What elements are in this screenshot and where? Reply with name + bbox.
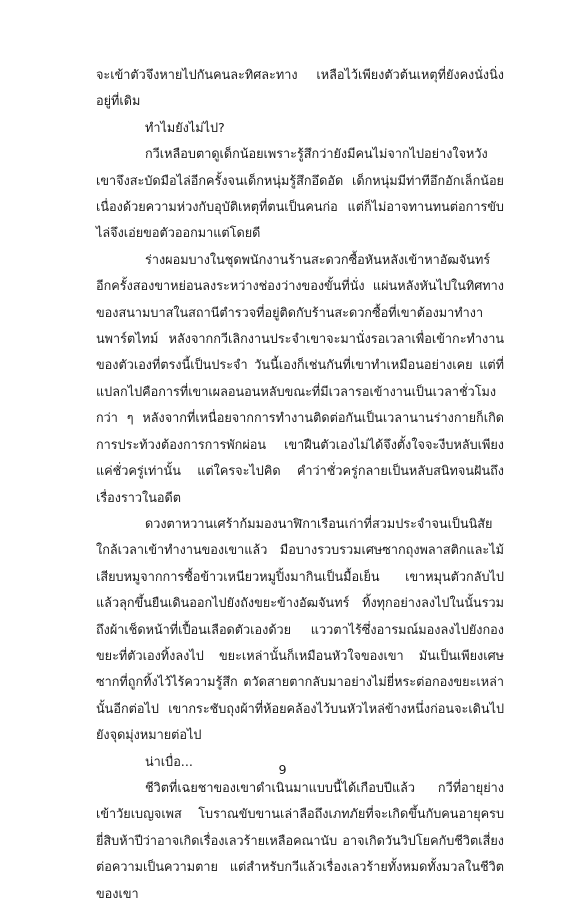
paragraph: น่าเบื่อ... <box>145 753 193 769</box>
paragraph: กวีเหลือบตาดูเด็กน้อยเพราะรู้สึกว่ายังมีคนไม่จากไปอย่างใจหวัง เขาจึงสะบัดมือไล่อีกครั้งจนเด็กหนุ่มรู้สึกอึดอัด เด็กหนุ่มมีท่าทีอึกอักเล็กน้อยเนื่องด้วยความห่วงกับอุบัติเหตุที่ตนเป็นคนก่อ แต่ก็ไม่อาจทานทนต่อการขับไล่จึงเอ่ยขอตัวออกมาแต่โดยดี <box>96 146 504 241</box>
page-body <box>96 62 504 907</box>
paragraph: ดวงตาหวานเศร้าก้มมองนาฬิกาเรือนเก่าที่สวมประจำจนเป็นนิสัย ใกล้เวลาเข้าทำงานของเขาแล้ว มือบางรวบรวมเศษซากถุงพลาสติกและไม้เสียบหมูจากการซื้อข้าวเหนียวหมูปิ้งมากินเป็นมื้อเย็น เขาหมุนตัวกลับไปแล้วลุกขึ้นยืนเดินออกไปยังถังขยะข้างอัฒจันทร์ ทิ้งทุกอย่างลงไปในนั้นรวมถึงผ้าเช็ดหน้าที่เปื้อนเลือดตัวเองด้วย แววตาไร้ซึ่งอารมณ์มองลงไปยังกองขยะที่ตัวเองทิ้งลงไป ขยะเหล่านั้นก็เหมือนหัวใจของเขา มันเป็นเพียงเศษซากที่ถูกทิ้งไว้ไร้ความรู้สึก ตวัดสายตากลับมาอย่างไม่ยี่หระต่อกองขยะเหล่านั้นอีกต่อไป เขากระชับถุงผ้าที่ห้อยคล้องไว้บนหัวไหล่ข้างหนึ่งก่อนจะเดินไปยังจุดมุ่งหมายต่อไป <box>96 515 504 743</box>
paragraph: ทำไมยังไม่ไป? <box>145 119 225 135</box>
paragraph: จะเข้าตัวจึงหายไปกันคนละทิศละทาง เหลือไว้เพียงตัวต้นเหตุที่ยังคงนั่งนิ่งอยู่ที่เดิม <box>96 67 504 109</box>
page-number: 9 <box>278 762 287 777</box>
paragraph: ชีวิตที่เฉยชาของเขาดำเนินมาแบบนี้ได้เกือบปีแล้ว กวีที่อายุย่างเข้าวัยเบญจเพส โบราณขับขานเล่าลือถึงเภทภัยที่จะเกิดขึ้นกับคนอายุครบยี่สิบห้าปีว่าอาจเกิดเรื่องเลวร้ายเหลือคณานับ อาจเกิดวันวิปโยคกับชีวิตเสี่ยงต่อความเป็นความตาย แต่สำหรับกวีแล้วเรื่องเลวร้ายทั้งหมดทั้งมวลในชีวิตของเขา <box>96 779 504 901</box>
paragraph: ร่างผอมบางในชุดพนักงานร้านสะดวกซื้อหันหลังเข้าหาอัฒจันทร์อีกครั้งสองขาหย่อนลงระหว่างช่องว่างของขั้นที่นั่ง แผ่นหลังหันไปในทิศทางของสนามบาสในสถานีตำรวจที่อยู่ติดกับร้านสะดวกซื้อที่เขาต้องมาทำงานพาร์ตไทม์ หลังจากกวีเลิกงานประจำเขาจะมานั่งรอเวลาเพื่อเข้ากะทำงานของตัวเองที่ตรงนี้เป็นประจำ วันนี้เองก็เช่นกันที่เขาทำเหมือนอย่างเคย แต่ที่แปลกไปคือการที่เขาเผลอนอนหลับขณะที่มีเวลารอเข้างานเป็นเวลาชั่วโมงกว่า ๆ หลังจากที่เหนื่อยจากการทำงานติดต่อกันเป็นเวลานานร่างกายก็เกิดการประท้วงต้องการการพักผ่อน เขาฝืนตัวเองไม่ได้จึงตั้งใจจะงีบหลับเพียงแค่ชั่วครู่เท่านั้น แต่ใครจะไปคิด คำว่าชั่วครู่กลายเป็นหลับสนิทจนฝันถึงเรื่องราวในอดีต <box>96 251 504 505</box>
